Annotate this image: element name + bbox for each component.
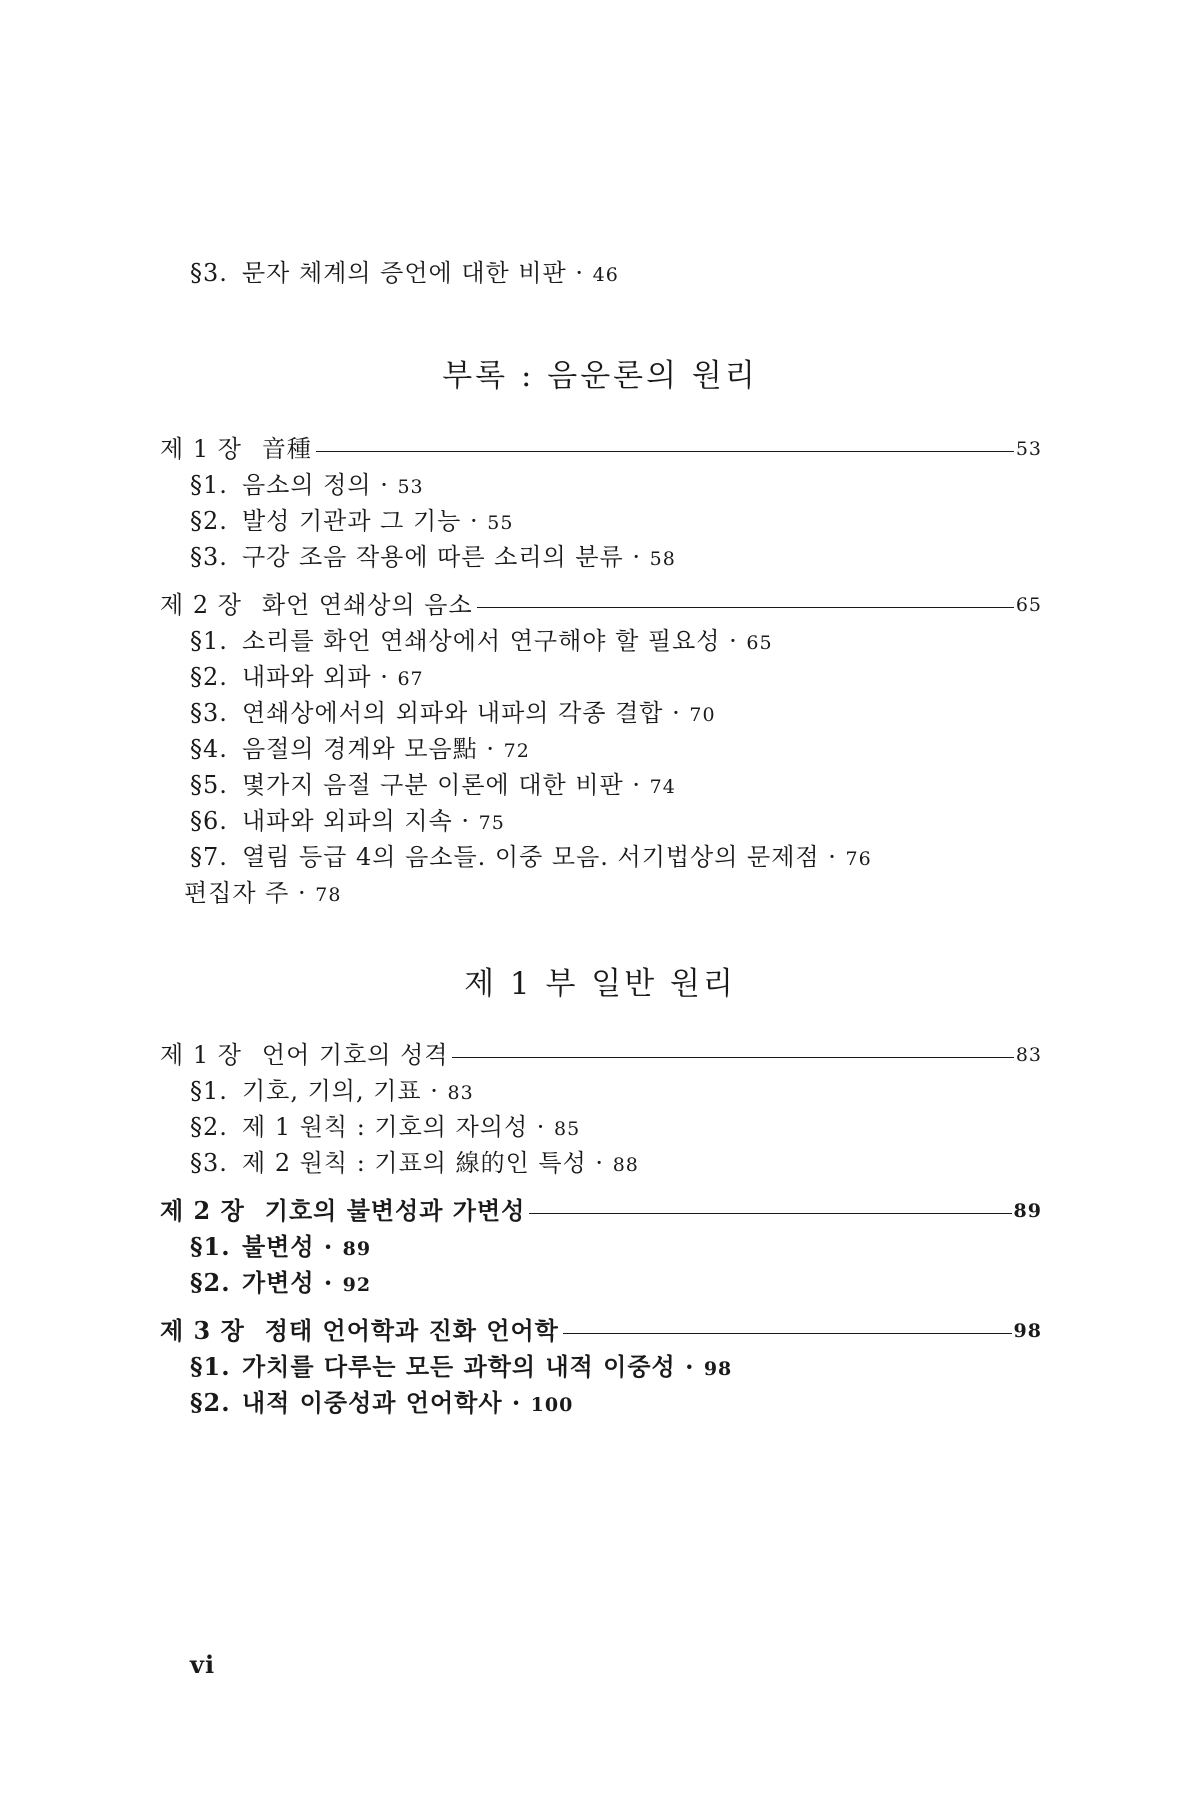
chapter-entry xyxy=(160,590,1042,620)
section-page: 75 xyxy=(478,812,505,834)
chapter-entry xyxy=(160,1316,1042,1346)
section-entry: §1. 기호, 기의, 기표 · 83 xyxy=(190,1077,474,1105)
chapter-entry xyxy=(160,1040,1042,1070)
section-title: 열림 등급 4의 음소들. 이중 모음. 서기법상의 문제점 xyxy=(242,843,820,871)
section-title: 제 2 원칙 : 기표의 線的인 특성 xyxy=(242,1149,587,1177)
chapter-page: 89 xyxy=(1013,1200,1042,1222)
editor-note-page: 78 xyxy=(315,884,342,906)
section-entry: §2. 내파와 외파 · 67 xyxy=(190,663,424,691)
section-number: §3. xyxy=(190,699,228,727)
section-entry: §3. 연쇄상에서의 외파와 내파의 각종 결합 · 70 xyxy=(190,699,716,727)
section-entry: §3. 제 2 원칙 : 기표의 線的인 특성 · 88 xyxy=(190,1149,639,1177)
chapter-title: 音種 xyxy=(261,435,312,463)
section-page: 74 xyxy=(649,776,676,798)
section-title: 내파와 외파의 지속 xyxy=(242,807,453,835)
chapter-entry xyxy=(160,1196,1042,1226)
chapter-title: 화언 연쇄상의 음소 xyxy=(261,591,473,619)
chapter-label: 제 1 장 xyxy=(160,1041,242,1069)
section-title: 가치를 다루는 모든 과학의 내적 이중성 xyxy=(242,1352,676,1381)
section-number: §4. xyxy=(190,735,228,763)
section-number: §7. xyxy=(190,843,228,871)
section-number: §2. xyxy=(190,1113,228,1141)
chapter-page: 65 xyxy=(1015,594,1042,616)
section-title: 문자 체계의 증언에 대한 비판 xyxy=(242,259,567,287)
section-number: §6. xyxy=(190,807,228,835)
section-page: 100 xyxy=(530,1394,574,1416)
dot-leader xyxy=(452,1057,1013,1058)
section-number: §3. xyxy=(190,259,228,287)
section-page: 53 xyxy=(397,476,424,498)
section-title: 불변성 xyxy=(242,1232,315,1261)
section-entry: §2. 제 1 원칙 : 기호의 자의성 · 85 xyxy=(190,1113,581,1141)
section-page: 46 xyxy=(592,264,619,286)
section-title: 발성 기관과 그 기능 xyxy=(242,507,462,535)
section-title: 내적 이중성과 언어학사 xyxy=(242,1388,503,1417)
section-title: 몇가지 음절 구분 이론에 대한 비판 xyxy=(242,771,624,799)
section-entry: §2. 가변성 · 92 xyxy=(190,1268,372,1297)
section-number: §3. xyxy=(190,1149,228,1177)
part-heading: 제 1 부 일반 원리 xyxy=(464,966,736,1002)
section-number: §2. xyxy=(190,663,228,691)
section-entry: §1. 소리를 화언 연쇄상에서 연구해야 할 필요성 · 65 xyxy=(190,627,773,655)
section-entry: §4. 음절의 경계와 모음點 · 72 xyxy=(190,735,530,763)
section-page: 67 xyxy=(397,668,424,690)
section-page: 98 xyxy=(703,1358,733,1380)
section-title: 음소의 정의 xyxy=(242,471,372,499)
section-title: 기호, 기의, 기표 xyxy=(242,1077,422,1105)
section-title: 구강 조음 작용에 따른 소리의 분류 xyxy=(242,543,624,571)
section-entry: §3. 구강 조음 작용에 따른 소리의 분류 · 58 xyxy=(190,543,676,571)
section-entry: §7. 열림 등급 4의 음소들. 이중 모음. 서기법상의 문제점 · 76 xyxy=(190,843,872,871)
appendix-heading: 부록 : 음운론의 원리 xyxy=(442,358,758,394)
chapter-page: 98 xyxy=(1013,1320,1042,1342)
dot-leader xyxy=(563,1333,1012,1334)
section-page: 83 xyxy=(447,1082,474,1104)
dot-leader xyxy=(529,1213,1011,1214)
section-title: 제 1 원칙 : 기호의 자의성 xyxy=(242,1113,529,1141)
page-folio: vi xyxy=(190,1650,216,1679)
section-entry: §1. 가치를 다루는 모든 과학의 내적 이중성 · 98 xyxy=(190,1352,733,1381)
section-entry: §1. 음소의 정의 · 53 xyxy=(190,471,424,499)
section-title: 소리를 화언 연쇄상에서 연구해야 할 필요성 xyxy=(242,627,721,655)
editor-note-entry: 편집자 주 · 78 xyxy=(184,879,342,907)
section-page: 76 xyxy=(845,848,872,870)
section-number: §1. xyxy=(190,471,228,499)
section-number: §1. xyxy=(190,1077,228,1105)
section-number: §5. xyxy=(190,771,228,799)
section-entry: §6. 내파와 외파의 지속 · 75 xyxy=(190,807,505,835)
section-page: 89 xyxy=(342,1238,372,1260)
section-page: 55 xyxy=(487,512,514,534)
chapter-label: 제 2 장 xyxy=(160,1196,245,1225)
section-title: 가변성 xyxy=(242,1268,315,1297)
section-page: 85 xyxy=(554,1118,581,1140)
section-number: §2. xyxy=(190,1268,231,1297)
editor-note-title: 편집자 주 xyxy=(184,879,290,907)
dot-leader xyxy=(477,607,1014,608)
section-page: 70 xyxy=(689,704,716,726)
chapter-label: 제 1 장 xyxy=(160,435,242,463)
chapter-page: 83 xyxy=(1015,1044,1042,1066)
chapter-title: 정태 언어학과 진화 언어학 xyxy=(264,1316,559,1345)
section-page: 58 xyxy=(649,548,676,570)
chapter-label: 제 3 장 xyxy=(160,1316,245,1345)
section-title: 음절의 경계와 모음點 xyxy=(242,735,478,763)
section-number: §1. xyxy=(190,1352,231,1381)
section-entry: §2. 내적 이중성과 언어학사 · 100 xyxy=(190,1388,574,1417)
section-page: 72 xyxy=(503,740,530,762)
section-number: §1. xyxy=(190,1232,231,1261)
chapter-title: 언어 기호의 성격 xyxy=(261,1041,449,1069)
section-number: §3. xyxy=(190,543,228,571)
section-title: 연쇄상에서의 외파와 내파의 각종 결합 xyxy=(242,699,664,727)
section-number: §2. xyxy=(190,1388,231,1417)
chapter-title: 기호의 불변성과 가변성 xyxy=(264,1196,526,1225)
dot-leader xyxy=(316,451,1014,452)
section-page: 65 xyxy=(746,632,773,654)
section-entry: §2. 발성 기관과 그 기능 · 55 xyxy=(190,507,514,535)
section-number: §2. xyxy=(190,507,228,535)
chapter-page: 53 xyxy=(1015,438,1042,460)
section-number: §1. xyxy=(190,627,228,655)
section-entry: §5. 몇가지 음절 구분 이론에 대한 비판 · 74 xyxy=(190,771,676,799)
section-page: 92 xyxy=(342,1274,372,1296)
section-entry: §1. 불변성 · 89 xyxy=(190,1232,372,1261)
chapter-entry xyxy=(160,434,1042,464)
section-entry: §3. 문자 체계의 증언에 대한 비판 · 46 xyxy=(190,259,619,287)
section-title: 내파와 외파 xyxy=(242,663,372,691)
chapter-label: 제 2 장 xyxy=(160,591,242,619)
section-page: 88 xyxy=(612,1154,639,1176)
